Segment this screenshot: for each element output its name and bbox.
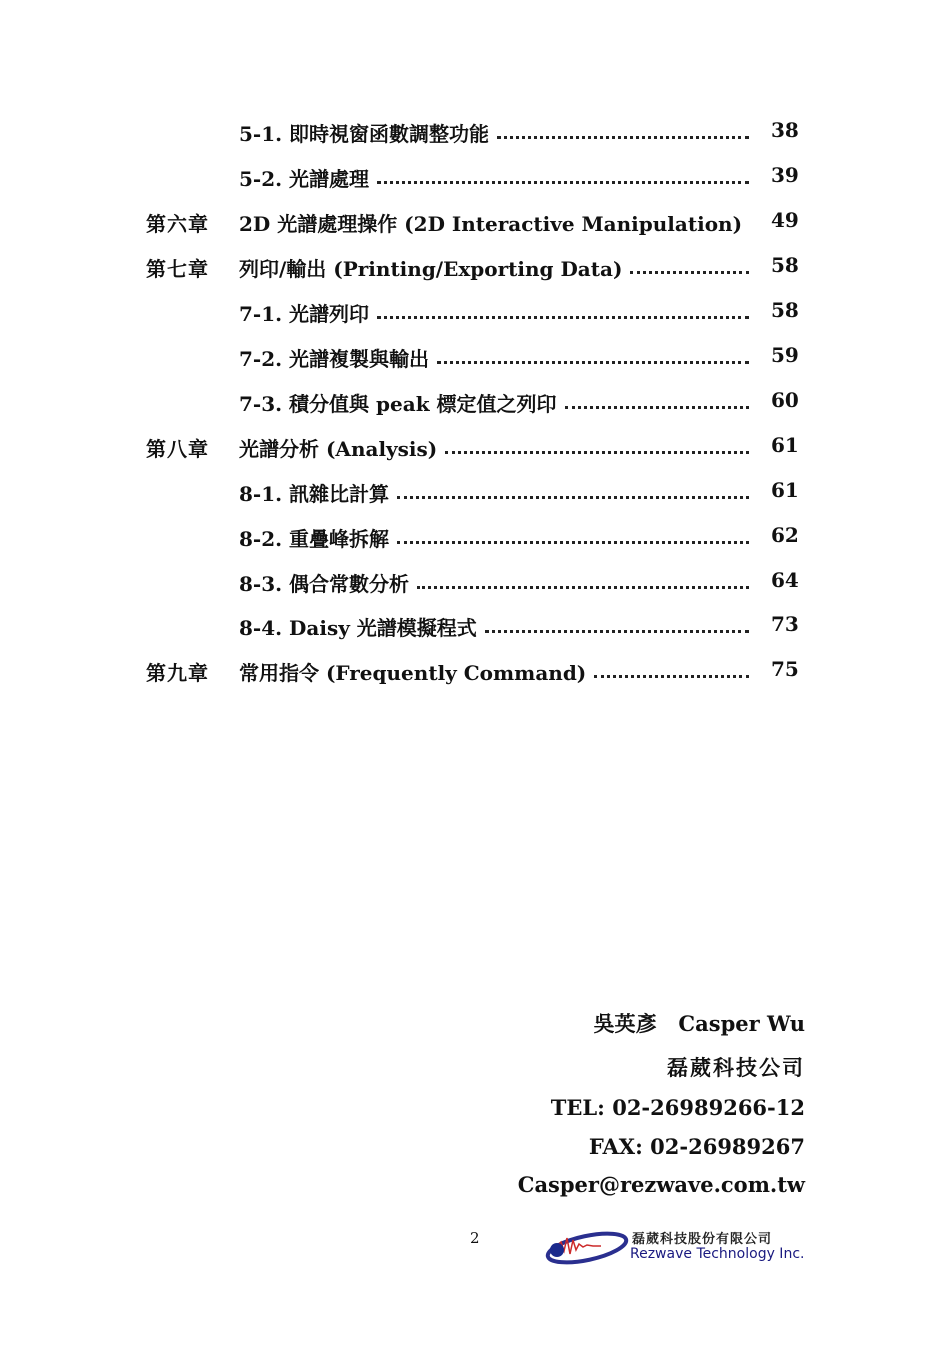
logo-mark-icon bbox=[545, 1224, 635, 1270]
toc-entry-title: 7-2. 光譜複製與輸出 bbox=[239, 347, 430, 371]
toc-leader-dots bbox=[417, 572, 749, 589]
tel: TEL: 02-26989266-12 bbox=[550, 1095, 805, 1120]
toc-chapter-label: 第六章 bbox=[146, 212, 209, 236]
toc-entry-title: 5-1. 即時視窗函數調整功能 bbox=[239, 122, 490, 146]
toc-row[interactable] bbox=[0, 114, 950, 148]
toc-entry-title: 7-3. 積分值與 peak 標定值之列印 bbox=[239, 392, 557, 416]
toc-entry-title: 列印/輸出 (Printing/Exporting Data) bbox=[239, 257, 623, 281]
toc-row[interactable] bbox=[0, 564, 950, 598]
toc-page-number: 64 bbox=[771, 568, 799, 592]
toc-row[interactable] bbox=[0, 384, 950, 418]
toc-row[interactable] bbox=[0, 429, 950, 463]
toc-row[interactable] bbox=[0, 519, 950, 553]
toc-page-number: 75 bbox=[771, 657, 799, 681]
toc-row[interactable] bbox=[0, 474, 950, 508]
page-number: 2 bbox=[470, 1229, 480, 1247]
toc-entry-title: 8-1. 訊雜比計算 bbox=[239, 482, 390, 506]
email[interactable]: Casper@rezwave.com.tw bbox=[517, 1172, 805, 1197]
toc-page-number: 62 bbox=[771, 523, 799, 547]
toc-page-number: 73 bbox=[771, 612, 799, 636]
toc-chapter-label: 第八章 bbox=[146, 437, 209, 461]
author-line bbox=[593, 1008, 805, 1038]
toc-page-number: 59 bbox=[771, 343, 799, 367]
logo-text-zh: 磊葳科技股份有限公司 bbox=[632, 1232, 773, 1247]
toc-row[interactable] bbox=[0, 249, 950, 283]
toc-page-number: 60 bbox=[771, 388, 799, 412]
toc-leader-dots bbox=[397, 527, 749, 544]
toc-leader-dots bbox=[485, 616, 749, 633]
toc-entry-title: 8-2. 重疊峰拆解 bbox=[239, 527, 390, 551]
author-name-zh: 吳英彥 bbox=[593, 1011, 657, 1036]
toc-entry-title: 7-1. 光譜列印 bbox=[239, 302, 370, 326]
toc-leader-dots bbox=[497, 122, 749, 139]
toc-chapter-label: 第九章 bbox=[146, 661, 209, 685]
toc-entry-title: 常用指令 (Frequently Command) bbox=[239, 661, 587, 685]
toc-leader-dots bbox=[397, 482, 749, 499]
toc-page-number: 61 bbox=[771, 433, 799, 457]
toc-entry-title: 光譜分析 (Analysis) bbox=[239, 437, 438, 461]
toc-row[interactable] bbox=[0, 339, 950, 373]
toc-leader-dots bbox=[377, 167, 749, 184]
toc-entry-title: 8-3. 偶合常數分析 bbox=[239, 572, 410, 596]
toc-row[interactable] bbox=[0, 204, 950, 238]
toc-leader-dots bbox=[630, 257, 749, 274]
toc-entry-title: 5-2. 光譜處理 bbox=[239, 167, 370, 191]
toc-page-number: 58 bbox=[771, 253, 799, 277]
company-logo bbox=[545, 1224, 815, 1270]
toc-entry-title: 8-4. Daisy 光譜模擬程式 bbox=[239, 616, 477, 640]
toc-page-number: 38 bbox=[771, 118, 799, 142]
toc-leader-dots bbox=[594, 661, 749, 678]
author-name-en: Casper Wu bbox=[678, 1011, 805, 1036]
toc-row[interactable] bbox=[0, 159, 950, 193]
toc-row[interactable] bbox=[0, 608, 950, 642]
toc-chapter-label: 第七章 bbox=[146, 257, 209, 281]
toc-page-number: 49 bbox=[771, 208, 799, 232]
toc-page-number: 39 bbox=[771, 163, 799, 187]
toc-page-number: 58 bbox=[771, 298, 799, 322]
toc-leader-dots bbox=[445, 437, 749, 454]
logo-text-en: Rezwave Technology Inc. bbox=[630, 1246, 805, 1262]
toc-entry-title: 2D 光譜處理操作 (2D Interactive Manipulation) bbox=[239, 212, 743, 236]
company-name: 磊葳科技公司 bbox=[667, 1055, 805, 1080]
toc-leader-dots bbox=[565, 392, 749, 409]
toc-leader-dots bbox=[377, 302, 749, 319]
toc-leader-dots bbox=[437, 347, 749, 364]
toc-page-number: 61 bbox=[771, 478, 799, 502]
toc-row[interactable] bbox=[0, 294, 950, 328]
toc-row[interactable] bbox=[0, 653, 950, 687]
fax: FAX: 02-26989267 bbox=[588, 1134, 805, 1159]
